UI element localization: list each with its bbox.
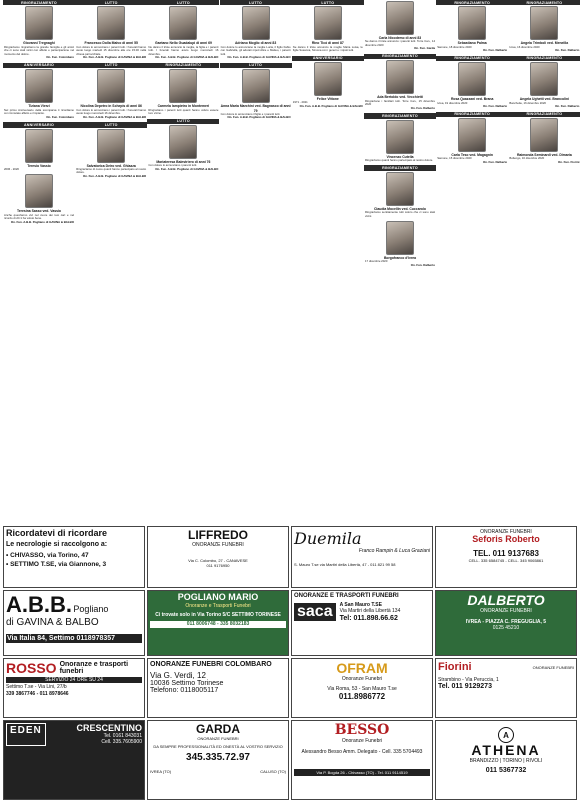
notice-header: LUTTO [75,63,147,68]
funeral-home-signature: On. Fun. A.B.B. Pogliano di GAVINA & BALBO [155,55,219,60]
ad-saca-phone: Tel: 011.898.66.62 [339,614,398,622]
portrait-photo [386,221,414,255]
deceased-name: Nicolina Depetro in Schepis di anni 86 [80,104,142,109]
notice-header: RINGRAZIAMENTO [508,112,580,117]
portrait-photo [169,125,197,159]
deceased-name: Tiziana Vierzi [28,104,50,109]
deceased-name: Teresina Sasso ved. Vassio [16,209,62,214]
ad-garda-phone: 345.335.72.97 [186,752,250,764]
ad-besso-address: Via P. Bogda 26 - Chivasso (TO) - Tel. 011 9114519 [294,769,430,776]
notice-header: RINGRAZIAMENTO [436,56,508,61]
funeral-home-signature: On. Fun. A.B.B. Pogliano di GAVINA & BALBO [83,55,147,60]
ad-duemila [291,526,433,588]
notice-text: Con dolore lo annunciano i parenti tutti. I funerali hanno avuto luogo martedì 15 dicembre alle ore 15.00 nella chiesa parrocchiale. [76,44,147,56]
ad-fiorini-address: Strambino - Via Peruccia, 1 [438,677,499,683]
obituary-notice [147,119,219,172]
notice-text: Samone, 15 dicembre 2020 [437,156,472,161]
portrait-photo [458,118,486,152]
ad-athena-brand: ATHENA [471,742,541,758]
ad-ofram-sub: Onoranze Funebri [341,676,383,683]
notice-header: LUTTO [75,0,147,5]
obituary-notice [508,0,580,53]
ad-eden-place: CRESCENTINO [76,723,142,733]
ad-pogliano-mario [147,590,289,656]
ad-rosso-title: Onoranze e trasporti funebri [59,661,129,675]
portrait-photo [458,6,486,40]
ad-garda-city2: CALUSO (TO) [260,769,286,775]
notice-text: Ivrea, 16 dicembre 2020 [509,44,540,49]
deceased-name: Raimonda Seminardi ved. Dimaria [516,153,572,158]
portrait-photo [386,1,414,35]
funeral-home-signature: On. Fun. A.B.B. Pogliano di GAVINA & BALBO [299,103,363,108]
ad-garda-title: GARDA [196,722,240,736]
notice-text: Bollengo, 16 dicembre 2020 [509,156,545,161]
deceased-name: Gaetano Nello Guadalupi di anni 69 [154,41,212,46]
obituary-notice [147,0,219,60]
deceased-name: Rosa Quazzani ved. Brana [450,97,494,102]
portrait-photo [25,69,53,103]
notice-text: Ringraziamo di cuore quanti hanno partecipato al nostro dolore. [76,166,147,175]
funeral-home-signature: On. Fun. A.B.B. Pogliano di GAVINA & BALBO [10,219,74,224]
advertisements-area [3,526,577,802]
funeral-home-signature: On. Fun. A.B.B. Pogliano di GAVINA & BALBO [83,173,147,178]
obituary-column [220,0,292,522]
obituary-notice [364,1,436,51]
notice-text: Con dolore lo annunciano la moglie Lucia, il figlio Fabio con Gabriella, gli adorati nipoti Alice e Matteo, i parenti tutti. [220,44,291,56]
portrait-photo [242,6,270,40]
obituary-notice [3,174,75,224]
ad-colombaro-phone: Telefono: 0118005117 [150,687,219,694]
deceased-name: Rino Ticó di anni 87 [311,41,344,46]
notice-text: 17 dicembre 2020 [365,259,388,264]
ad-garda-city1: IVREA (TO) [150,769,172,775]
notice-text: Con dolore lo annunciano i parenti tutti. I funerali hanno avuto luogo mercoledì 16 dicembre. [76,107,147,116]
portrait-photo [25,129,53,163]
funeral-home-signature: On. Fun. Dalberto [482,48,508,53]
notice-text: Ivrea, 19 dicembre 2020 [437,100,468,105]
deceased-name: Claudia Mocellin ved. Cuccarolo [373,206,426,211]
notice-header: ANNIVERSARIO [3,122,75,127]
funeral-home-signature: On. Fun. Colombaro [46,55,74,60]
ad-abb-sub: di GAVINA & BALBO [6,617,99,629]
portrait-photo [530,118,558,152]
obituary-notice [75,0,147,60]
notice-header: LUTTO [147,0,219,5]
ad-rosso-brand: ROSSO [6,660,57,676]
deceased-name: Ada Bertoldo ved. Vecchietti [377,95,423,100]
obituary-notice [364,221,436,267]
ad-seforis-cell: CELL. 335 6584745 - CELL. 345 9065861 [468,558,544,564]
obituary-notice [364,113,436,162]
obituary-column [508,0,580,522]
funeral-home-signature: On. Fun. Dalberto [482,159,508,164]
funeral-home-signature: On. Fun. Fiorini [558,159,580,164]
athena-logo-icon: A [498,727,514,743]
notice-header: RINGRAZIAMENTO [364,113,436,118]
obituary-notice [364,165,436,218]
ad-ricordatevi-line1: • CHIVASSO, via Torino, 47 [6,551,89,559]
obituary-notice [508,56,580,109]
notice-text: Banchette, 16 dicembre 2020 [509,100,546,105]
portrait-photo [314,62,342,96]
ad-pogliano-title: POGLIANO MARIO [177,592,259,602]
notice-text: Anche quest'anno vivi nel cuore dei tuoi cari e nel ricordo di chi ti ha voluto bene. [4,212,74,221]
obituary-notice [3,0,75,60]
obituary-column [436,0,508,522]
ad-duemila-sub: Franco Rampin & Luca Graziani [358,548,430,554]
deceased-name: Anna Maria Marchini ved. Bagnasco di anni 79 [220,104,291,113]
portrait-photo [242,69,270,103]
deceased-name: Carla Nicodemo di anni 83 [378,36,422,40]
notice-text: Con dolore lo annunciano i parenti tutti. [148,163,198,168]
ad-dalberto-brand: DALBERTO [467,592,545,608]
portrait-photo [169,69,197,103]
ad-fiorini-sub: ONORANZE FUNEBRI [532,664,574,670]
deceased-name: Adriano Moglio di anni 83 [234,41,277,46]
deceased-name: Angela Trimboli ved. Meneilla [520,41,569,46]
ad-rosso-tag: SERVIZIO 24 ORE SU 24 [6,677,142,683]
ad-liffredo-phone: 011 9176950 [206,563,230,569]
ad-ricordatevi-subtitle: Le necrologie si raccolgono a: [6,540,108,548]
deceased-name: Carla Teso ved. Magagnin [451,153,493,158]
ad-eden [3,720,145,800]
portrait-photo [169,6,197,40]
portrait-photo [386,120,414,154]
ad-abb-name: A.B.B. [6,592,72,617]
ad-besso-sub: Onoranze Funebri [341,738,383,745]
notice-header: LUTTO [292,0,364,5]
ad-saca-title: ONORANZE E TRASPORTI FUNEBRI [294,593,399,599]
obituary-notice [147,63,219,116]
obituary-notice [220,63,292,120]
ad-dalberto-address: IVREA - PIAZZA C. FREGUGLIA, 5 [465,618,547,625]
obituary-notice [220,0,292,60]
obituary-column [75,0,147,522]
obituary-column [3,0,75,522]
obituary-notice [3,122,75,171]
ad-liffredo-address: Via C. Colombo, 27 - CANAVESE [188,558,248,564]
notice-text: Ne danno il triste annuncio la moglie, la figlia e i parenti tutti. I funerali hanno avuto luogo mercoledì 16 dicembre. [148,44,219,56]
obituary-notice [436,0,508,53]
obituary-notice [436,56,508,109]
notice-text: Ringraziamo sentitamente tutti coloro che ci sono stati vicini. [365,210,435,218]
deceased-name: Angela Ughetti ved. Brancolini [519,97,569,102]
ad-ofram [291,658,433,718]
deceased-name: Francesco Dolla Malvo di anni 55 [84,41,138,46]
notice-header: RINGRAZIAMENTO [364,54,436,59]
deceased-name: Teresio Vassio [27,163,51,168]
portrait-photo [25,174,53,208]
ad-colombaro [147,658,289,718]
notice-text: Samone, 18 dicembre 2020 [437,44,472,49]
ad-eden-brand: EDEN [6,723,46,746]
notice-header: RINGRAZIAMENTO [436,0,508,5]
ad-pogliano-sub: Onoranze e Trasporti Funebri [185,602,251,609]
notice-text: Con dolore lo annunciano il figlio e i parenti tutti. [220,111,281,116]
obituary-notice [75,63,147,119]
obituary-notice [3,63,75,119]
notice-text: Ne danno il triste annuncio la moglie Maria Luisa, le figlie Susanna, Simona con i generi e i nipoti tutti. [292,44,363,53]
deceased-name: Borgofranco d'Ivrea [383,256,417,261]
ad-duemila-address: S. Mauro T.se via Martiri della Libertà, 47 - 011 821 99 58 [294,562,396,568]
notice-header: LUTTO [220,0,292,5]
notice-text: 1971 - 2021 [292,100,308,105]
ad-dalberto [435,590,577,656]
portrait-photo [97,69,125,103]
obituary-notice [75,122,147,178]
notice-header: LUTTO [75,122,147,127]
ad-colombaro-city: 10036 Settimo Torinese [150,680,224,687]
ad-garda [147,720,289,800]
ad-ricordatevi-title: Ricordatevi di ricordare [6,528,108,538]
ad-pogliano-phone: 011 8006748 - 335 8032183 [150,621,286,627]
notice-text: 2006 - 2020 [4,166,19,171]
ad-besso [291,720,433,800]
ad-abb-address: Via Italia 84, Settimo 0118978357 [6,634,142,643]
notice-text: Ringraziano i familiari tutti. Torre Can., 15 dicembre 2020 [365,98,435,107]
notice-text: Nel primo Anniversario della scomparsa ti ricordiamo con immutato affetto e rimpianto. [4,107,74,116]
notice-text: Ne danno il triste annuncio i parenti tutti. Torre Can., 14 dicembre 2020 [365,39,435,47]
obituary-column [292,0,364,522]
ad-rosso-address: Settimo T.se - Via Lini, 27/b [6,684,67,691]
ad-ofram-phone: 011.8986772 [338,691,386,701]
portrait-photo [458,62,486,96]
ad-dalberto-phone: 0125 45210 [492,624,520,631]
notice-header: ANNIVERSARIO [292,56,364,61]
funeral-home-signature: On. Fun. Dalberto [482,104,508,109]
obituary-notice [436,112,508,165]
ad-garda-sub: ONORANZE FUNEBRI [197,736,239,742]
ad-seforis-brand: Seforis Roberto [472,534,540,545]
funeral-home-signature: On. Fun. Colombaro [46,114,74,119]
ad-ofram-brand: OFRAM [336,660,388,676]
ad-rosso-phone: 339 3867746 - 011 8978646 [6,690,69,697]
deceased-name: Mariateresa Balestriero di anni 76 [156,160,211,164]
notice-header: RINGRAZIAMENTO [364,165,436,170]
funeral-home-signature: On. Fun. Dalberto [555,104,580,109]
portrait-photo [386,172,414,206]
notice-header: LUTTO [147,119,219,124]
funeral-home-signature: On. Fun. A.B.B. Pogliano di GAVINA & BALBO [227,115,291,120]
ad-saca [291,590,433,656]
funeral-home-signature: On. Fun. A.B.B. Pogliano di GAVINA & BALBO [227,55,291,60]
ad-seforis-title: ONORANZE FUNEBRI [480,529,532,535]
funeral-home-signature: On. Fun. Garda [414,46,435,51]
ad-ricordatevi [3,526,145,588]
obituary-notice [508,112,580,165]
ad-rosso [3,658,145,718]
ad-eden-cell: Cell. 335.7605900 [101,739,142,746]
ad-liffredo-sub: ONORANZE FUNEBRI [192,542,244,549]
notice-header: ANNIVERSARIO [3,63,75,68]
portrait-photo [25,6,53,40]
notice-header: RINGRAZIAMENTO [508,56,580,61]
funeral-home-signature: On. Fun. Dalberto [410,105,435,110]
funeral-home-signature: On. Fun. Dalberto [410,262,435,267]
ad-seforis [435,526,577,588]
ad-athena-phone: 011 5367732 [485,766,527,774]
ad-athena [435,720,577,800]
notice-header: LUTTO [220,63,292,68]
deceased-name: Salvatorica Deiro ved. Ghiazza [86,163,136,168]
ad-abb-name2: Pogliano [73,604,109,614]
ad-besso-brand: BESSO [334,722,390,738]
portrait-photo [314,6,342,40]
deceased-name: Sebastiano Palma [457,41,487,46]
ad-seforis-phone: TEL. 011 9137683 [473,549,539,559]
funeral-home-signature: On. Fun. A.B.B. Pogliano di GAVINA & BALBO [83,114,147,119]
ad-ricordatevi-line2: • SETTIMO T.SE, via Giannone, 3 [6,560,107,568]
notice-text: Ringraziano i parenti tutti quanti hanno voluto essere loro vicino. [148,107,219,116]
deceased-name: Carmela Iampietro in Montemeri [157,104,210,109]
funeral-home-signature: On. Fun. Dalberto [555,48,580,53]
notice-header: RINGRAZIAMENTO [436,112,508,117]
funeral-home-signature: On. Fun. A.B.B. Pogliano di GAVINA & BALBO [155,166,219,171]
deceased-name: Vincenzo Cutella [386,154,414,159]
deceased-name: Felice Vittone [316,97,339,102]
ad-fiorini-phone: Tel. 011 9129273 [438,683,492,691]
ad-ofram-address: Via Roma, 53 - San Mauro T.se [327,685,397,692]
ad-garda-tag: DA SEMPRE PROFESSIONALITÀ ED ONESTÀ AL VOSTRO SERVIZIO [153,744,283,750]
ad-colombaro-title: ONORANZE FUNEBRI COLOMBARO [150,661,272,668]
notice-header: RINGRAZIAMENTO [508,0,580,5]
obituary-notice [292,0,364,53]
deceased-name: Giovanni Tregnaghi [23,41,55,46]
notice-header: RINGRAZIAMENTO [3,0,75,5]
ad-liffredo-brand: LIFFREDO [188,528,248,542]
ad-besso-line: Alessandro Besso Amm. Delegato - Cell. 335 5704493 [301,748,423,755]
ad-liffredo [147,526,289,588]
ad-colombaro-address: Via G. Verdi, 12 [150,671,206,680]
ad-fiorini [435,658,577,718]
ad-saca-address: A San Mauro T.SE [339,602,382,608]
portrait-photo [530,62,558,96]
portrait-photo [386,60,414,94]
portrait-photo [97,129,125,163]
portrait-photo [530,6,558,40]
obituary-column [147,0,219,522]
notice-text: Ringraziamo quanti hanno partecipato al nostro dolore. [365,157,434,162]
obituary-notice [292,56,364,109]
ad-fiorini-brand: Fiorini [438,661,472,673]
ad-eden-phone: Tel. 0161 843031 [103,733,142,739]
obituary-column [364,0,436,522]
ad-pogliano-line: Ci trovate solo in Via Torino 5/C SETTIMO TORINESE [155,612,281,619]
portrait-photo [97,6,125,40]
ad-athena-cities: BRANDIZZO | TORINO | RIVOLI [469,758,543,765]
ad-saca-address2: Via Martiri della Libertà 134 [339,608,401,615]
ad-duemila-brand: Duemila [294,529,362,548]
ad-saca-brand: saca [294,603,336,621]
ad-dalberto-sub: ONORANZE FUNEBRI [480,608,532,615]
notice-text: Ringraziamo ringraziamo la grande famiglia e gli amici che ci sono stati vicini con affetto e partecipazione nel momento del dolore. [4,44,74,56]
obituary-notice [364,54,436,110]
ad-abb [3,590,145,656]
notice-header: RINGRAZIAMENTO [147,63,219,68]
